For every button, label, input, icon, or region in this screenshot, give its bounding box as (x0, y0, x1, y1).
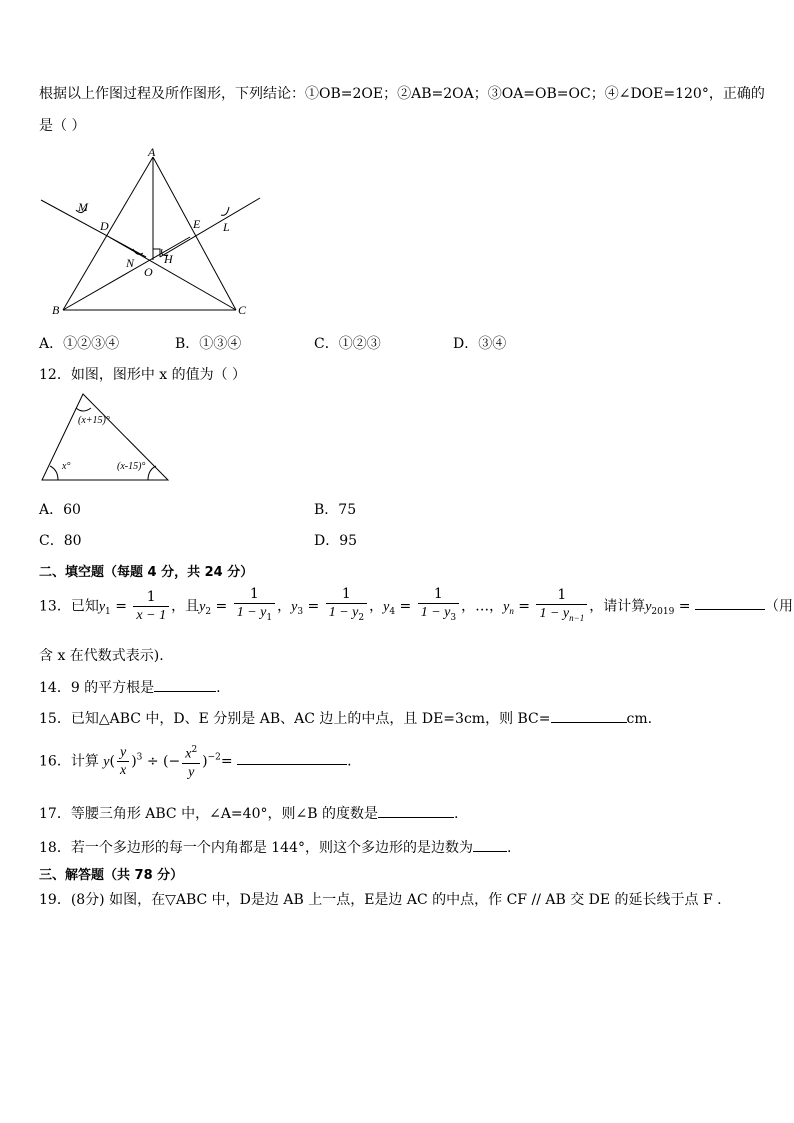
section-solution-heading: 三、解答题（共 78 分） (39, 868, 184, 883)
q12-figure (40, 390, 175, 485)
q12-angle-top: (x+15)° (78, 415, 110, 426)
q13-frac-yn: $\frac{1}{1 - y_{n-1}}$ (536, 587, 587, 627)
q15-answer-blank[interactable] (551, 708, 627, 723)
q16-frac-y-over-x: $\frac{y}{x}$ (117, 744, 129, 779)
q12-option-a[interactable]: A．60 (39, 502, 81, 518)
q11-option-b[interactable]: B．①③④ (175, 336, 242, 352)
q16-frac-x2-over-y: $\frac{x^2}{y}$ (182, 742, 200, 781)
ray-lh (160, 198, 260, 257)
q11-option-d[interactable]: D．③④ (453, 336, 507, 352)
label-n: N (126, 256, 135, 270)
q12-triangle (42, 394, 168, 480)
q13-line1: 13．已知$y_1$ = $\frac{1}{x - 1}$ ，且$y_2$ = $\frac{1}{1 - y_1}$ ，$y_3$ = $\frac{1}{1 - y_2}$ ，$y_4$ = $\frac{1}{1 - y_3}$ ，…，$y_n$ = $\frac{1}{1 - y_{n-1}}$ ，请计算$y_{2019}$ = （用 (39, 586, 793, 627)
q13-frac-y3: $\frac{1}{1 - y_2}$ (326, 586, 367, 627)
label-c: C (238, 303, 247, 317)
q15: 15．已知△ABC 中，D、E 分别是 AB、AC 边上的中点，且 DE=3cm，则 BC= cm. (39, 708, 652, 728)
segment-cd (109, 237, 236, 310)
label-e: E (193, 217, 201, 231)
label-b: B (52, 303, 60, 317)
q19-stem: 19．(8分) 如图，在▽ABC 中，D是边 AB 上一点，E是边 AC 的中点，作 CF // AB 交 DE 的延长线于点 F . (39, 892, 722, 908)
q14: 14．9 的平方根是 . (39, 677, 221, 697)
q11-figure (38, 145, 268, 320)
label-d: D (100, 219, 109, 233)
side-ab (63, 157, 153, 310)
q11-option-c[interactable]: C．①②③ (314, 336, 381, 352)
q14-answer-blank[interactable] (154, 677, 216, 692)
q12-angle-right: (x-15)° (117, 461, 146, 472)
q12-option-d[interactable]: D．95 (314, 533, 358, 549)
q11-stem-line2: 是（ ） (39, 118, 86, 134)
q13-y1: y (98, 599, 106, 615)
q13-line2: 含 x 在代数式表示). (39, 648, 164, 664)
arc-top (76, 408, 91, 411)
label-o: O (144, 265, 153, 279)
q12-angle-left: x° (62, 461, 71, 472)
q18: 18．若一个多边形的每一个内角都是 144°，则这个多边形的是边数为 . (39, 837, 511, 857)
q17-answer-blank[interactable] (378, 803, 454, 818)
ray-mn (41, 200, 146, 257)
q12-option-b[interactable]: B．75 (314, 502, 357, 518)
label-a: A (148, 145, 156, 159)
q16-answer-blank[interactable] (237, 750, 347, 765)
arc-l (221, 207, 229, 215)
q13-prefix: 13．已知 (39, 598, 99, 615)
q11-option-a[interactable]: A．①②③④ (39, 336, 120, 352)
segment-be (63, 237, 190, 310)
q18-answer-blank[interactable] (473, 837, 507, 852)
q13-frac-y2: $\frac{1}{1 - y_1}$ (234, 586, 275, 627)
q17: 17．等腰三角形 ABC 中，∠A=40°，则∠B 的度数是 . (39, 803, 458, 823)
q16: 16．计算 y( $\frac{y}{x}$ )$^3$ ÷ (− $\frac{x^2}{y}$ )$^{-2}$= . (39, 742, 352, 781)
label-l: L (223, 220, 230, 234)
label-h: H (164, 252, 173, 266)
section-fill-in-heading: 二、填空题（每题 4 分，共 24 分） (39, 565, 254, 580)
q12-option-c[interactable]: C．80 (39, 533, 82, 549)
label-m: M (78, 200, 88, 214)
arc-right (148, 466, 156, 480)
q13-frac-y1: $\frac{1}{x - 1}$ (133, 589, 169, 624)
q12-stem: 12．如图，图形中 x 的值为（ ） (39, 367, 247, 383)
arc-left (50, 466, 58, 480)
q13-frac-y4: $\frac{1}{1 - y_3}$ (418, 586, 459, 627)
q11-stem-line1: 根据以上作图过程及所作图形，下列结论：①OB=2OE；②AB=2OA；③OA=OB=OC；④∠DOE=120°，正确的 (39, 86, 765, 102)
q13-answer-blank[interactable] (695, 595, 765, 610)
